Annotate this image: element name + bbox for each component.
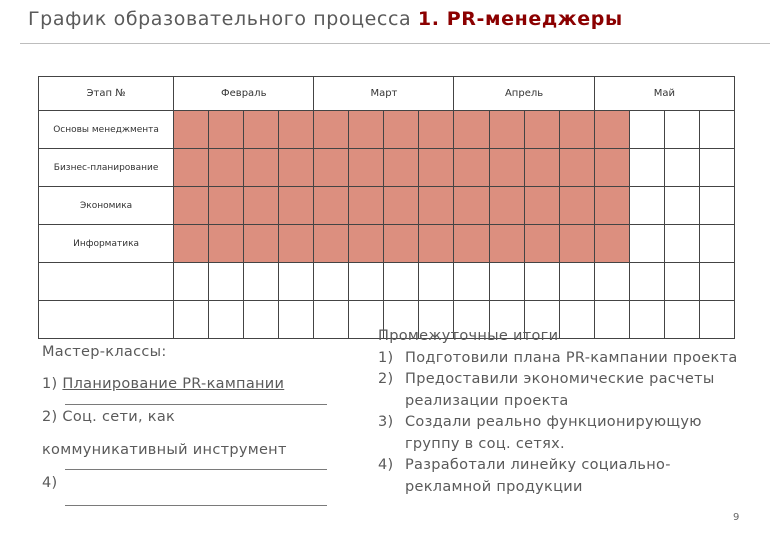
filled-week-cell bbox=[419, 149, 454, 187]
filled-week-cell bbox=[524, 187, 559, 225]
week-cell bbox=[664, 149, 699, 187]
filled-week-cell bbox=[244, 225, 279, 263]
schedule-row bbox=[39, 149, 735, 187]
filled-week-cell bbox=[244, 111, 279, 149]
filled-week-cell bbox=[209, 111, 244, 149]
week-cell bbox=[629, 225, 664, 263]
filled-week-cell bbox=[489, 225, 524, 263]
page-title-text: График образовательного процесса bbox=[28, 8, 412, 30]
filled-week-cell bbox=[594, 187, 629, 225]
week-cell bbox=[209, 301, 244, 339]
blank-line bbox=[65, 404, 327, 405]
month-header: Февраль bbox=[174, 77, 314, 111]
week-cell bbox=[349, 263, 384, 301]
result-item-text: Создали реально функционирующую группу в соц. сетях. bbox=[405, 414, 702, 452]
filled-week-cell bbox=[594, 225, 629, 263]
filled-week-cell bbox=[384, 149, 419, 187]
result-item-num: 4) bbox=[378, 457, 394, 473]
filled-week-cell bbox=[384, 111, 419, 149]
stage-label bbox=[39, 301, 174, 339]
filled-week-cell bbox=[454, 111, 489, 149]
week-cell bbox=[664, 225, 699, 263]
week-cell bbox=[699, 187, 734, 225]
stage-column-header: Этап № bbox=[39, 77, 174, 111]
week-cell bbox=[699, 225, 734, 263]
filled-week-cell bbox=[209, 149, 244, 187]
blank-line bbox=[65, 469, 327, 470]
result-item-num: 3) bbox=[378, 414, 394, 430]
week-cell bbox=[664, 187, 699, 225]
master-class-item-2-cont: коммуникативный инструмент bbox=[42, 442, 287, 458]
filled-week-cell bbox=[349, 225, 384, 263]
week-cell bbox=[699, 263, 734, 301]
schedule-header-row bbox=[39, 77, 735, 111]
filled-week-cell bbox=[244, 149, 279, 187]
filled-week-cell bbox=[174, 111, 209, 149]
filled-week-cell bbox=[209, 225, 244, 263]
schedule-row bbox=[39, 225, 735, 263]
filled-week-cell bbox=[279, 149, 314, 187]
week-cell bbox=[279, 263, 314, 301]
month-header: Май bbox=[594, 77, 734, 111]
filled-week-cell bbox=[524, 225, 559, 263]
week-cell bbox=[629, 187, 664, 225]
filled-week-cell bbox=[524, 149, 559, 187]
week-cell bbox=[314, 263, 349, 301]
filled-week-cell bbox=[594, 111, 629, 149]
filled-week-cell bbox=[174, 225, 209, 263]
stage-label bbox=[39, 263, 174, 301]
interim-results-heading: Промежуточные итоги bbox=[378, 328, 559, 344]
filled-week-cell bbox=[559, 187, 594, 225]
filled-week-cell bbox=[314, 149, 349, 187]
week-cell bbox=[384, 263, 419, 301]
page-title-accent: 1. PR-менеджеры bbox=[417, 8, 623, 30]
filled-week-cell bbox=[419, 111, 454, 149]
result-item bbox=[378, 455, 738, 498]
filled-week-cell bbox=[314, 111, 349, 149]
week-cell bbox=[279, 301, 314, 339]
filled-week-cell bbox=[279, 187, 314, 225]
result-item-text: Разработали линейку социально-рекламной продукции bbox=[405, 457, 671, 495]
week-cell bbox=[419, 263, 454, 301]
master-class-item-2: 2) Соц. сети, как bbox=[42, 409, 176, 425]
master-class-item-1-text: Планирование PR-кампании bbox=[62, 376, 285, 392]
week-cell bbox=[489, 263, 524, 301]
filled-week-cell bbox=[279, 225, 314, 263]
filled-week-cell bbox=[489, 111, 524, 149]
master-classes-heading: Мастер-классы: bbox=[42, 344, 167, 360]
filled-week-cell bbox=[559, 111, 594, 149]
schedule-row bbox=[39, 187, 735, 225]
filled-week-cell bbox=[209, 187, 244, 225]
filled-week-cell bbox=[454, 225, 489, 263]
week-cell bbox=[244, 301, 279, 339]
month-header: Март bbox=[314, 77, 454, 111]
filled-week-cell bbox=[594, 149, 629, 187]
stage-label: Экономика bbox=[39, 187, 174, 225]
filled-week-cell bbox=[314, 187, 349, 225]
filled-week-cell bbox=[244, 187, 279, 225]
filled-week-cell bbox=[489, 187, 524, 225]
interim-results bbox=[378, 326, 738, 498]
week-cell bbox=[699, 111, 734, 149]
week-cell bbox=[454, 263, 489, 301]
filled-week-cell bbox=[349, 111, 384, 149]
filled-week-cell bbox=[349, 149, 384, 187]
week-cell bbox=[559, 263, 594, 301]
schedule-row bbox=[39, 111, 735, 149]
schedule-row bbox=[39, 263, 735, 301]
filled-week-cell bbox=[454, 187, 489, 225]
result-item-text: Подготовили плана PR-кампании проекта bbox=[405, 349, 738, 366]
filled-week-cell bbox=[524, 111, 559, 149]
result-item bbox=[378, 412, 738, 455]
week-cell bbox=[629, 149, 664, 187]
title-divider bbox=[20, 43, 770, 44]
interim-results-list bbox=[378, 348, 738, 499]
week-cell bbox=[209, 263, 244, 301]
filled-week-cell bbox=[349, 187, 384, 225]
filled-week-cell bbox=[454, 149, 489, 187]
filled-week-cell bbox=[419, 187, 454, 225]
master-class-item-1 bbox=[42, 376, 284, 392]
master-class-item-1-num: 1) bbox=[42, 376, 58, 392]
filled-week-cell bbox=[384, 225, 419, 263]
week-cell bbox=[244, 263, 279, 301]
result-item-num: 1) bbox=[378, 349, 394, 366]
filled-week-cell bbox=[384, 187, 419, 225]
filled-week-cell bbox=[559, 225, 594, 263]
week-cell bbox=[629, 263, 664, 301]
stage-label: Основы менеджмента bbox=[39, 111, 174, 149]
filled-week-cell bbox=[279, 111, 314, 149]
schedule-table bbox=[38, 76, 735, 339]
page-title bbox=[28, 8, 623, 30]
result-item bbox=[378, 369, 738, 412]
week-cell bbox=[629, 111, 664, 149]
week-cell bbox=[664, 263, 699, 301]
week-cell bbox=[174, 301, 209, 339]
week-cell bbox=[314, 301, 349, 339]
blank-line bbox=[65, 505, 327, 506]
filled-week-cell bbox=[174, 149, 209, 187]
result-item bbox=[378, 348, 738, 370]
master-class-item-4: 4) bbox=[42, 475, 58, 491]
result-item-num: 2) bbox=[378, 371, 394, 387]
stage-label: Бизнес-планирование bbox=[39, 149, 174, 187]
week-cell bbox=[524, 263, 559, 301]
filled-week-cell bbox=[559, 149, 594, 187]
filled-week-cell bbox=[419, 225, 454, 263]
filled-week-cell bbox=[174, 187, 209, 225]
stage-label: Информатика bbox=[39, 225, 174, 263]
week-cell bbox=[594, 263, 629, 301]
filled-week-cell bbox=[314, 225, 349, 263]
week-cell bbox=[664, 111, 699, 149]
week-cell bbox=[174, 263, 209, 301]
result-item-text: Предоставили экономические расчеты реализации проекта bbox=[405, 371, 715, 409]
week-cell bbox=[699, 149, 734, 187]
filled-week-cell bbox=[489, 149, 524, 187]
page-number: 9 bbox=[733, 512, 740, 523]
month-header: Апрель bbox=[454, 77, 594, 111]
